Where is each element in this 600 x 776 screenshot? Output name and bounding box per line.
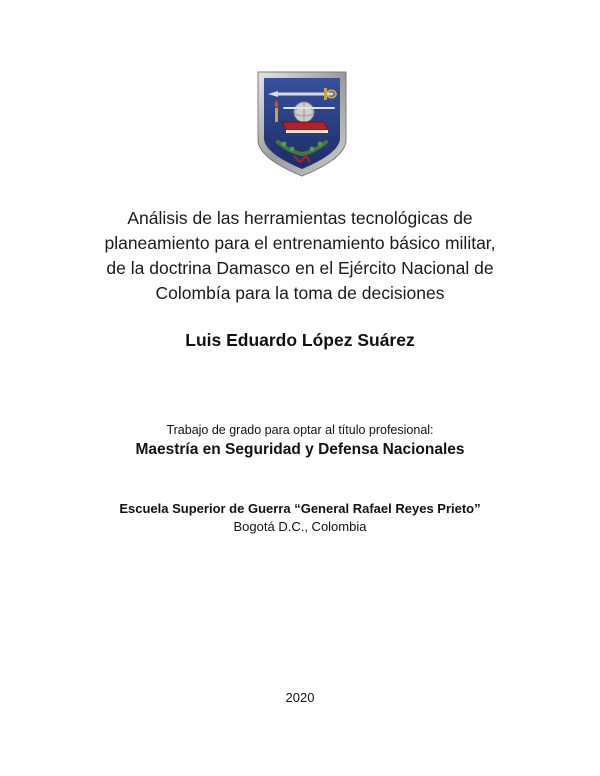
publication-year: 2020 bbox=[285, 690, 315, 705]
thesis-title-line: Colombía para la toma de decisiones bbox=[155, 283, 445, 303]
military-school-crest-icon bbox=[254, 70, 350, 178]
degree-name: Maestría en Seguridad y Defensa Nacionales bbox=[135, 441, 465, 458]
author-name: Luis Eduardo López Suárez bbox=[185, 330, 415, 350]
thesis-title-line: planeamiento para el entrenamiento básico militar, bbox=[104, 233, 496, 253]
institution-location: Bogotá D.C., Colombia bbox=[233, 519, 367, 534]
thesis-title bbox=[40, 206, 560, 306]
institution-name: Escuela Superior de Guerra “General Rafael Reyes Prieto” bbox=[119, 501, 481, 516]
degree-intro-text: Trabajo de grado para optar al título profesional: bbox=[166, 423, 434, 437]
thesis-title-line: Análisis de las herramientas tecnológicas de bbox=[127, 208, 473, 228]
thesis-title-line: de la doctrina Damasco en el Ejército Nacional de bbox=[106, 258, 494, 278]
